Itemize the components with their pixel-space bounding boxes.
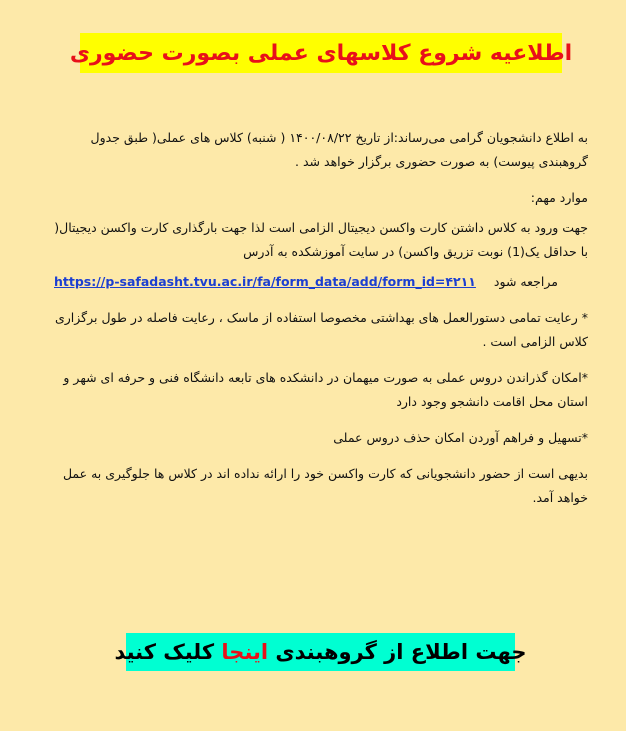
- form-link-line: [44, 270, 588, 294]
- refer-text: مراجعه شود: [493, 274, 558, 289]
- absence-paragraph: بدیهی است از حضور دانشجویانی که کارت واکسن خود را ارائه نداده اند در کلاس ها جلوگیری به عمل خواهد آمد.: [62, 466, 588, 505]
- vaccine-paragraph: جهت ورود به کلاس داشتن کارت واکسن دیجیتال الزامی است لذا جهت بارگذاری کارت واکسن دیجیتال( با حداقل یک(1) نوبت تزریق واکسن) در سایت آموزشکده به آدرس: [54, 220, 588, 259]
- drop-course-paragraph: *تسهیل و فراهم آوردن امکان حذف دروس عملی: [333, 430, 588, 445]
- form-link[interactable]: https://p-safadasht.tvu.ac.ir/fa/form_data/add/form_id=۴۲۱۱: [54, 274, 476, 289]
- cta-text-after: کلیک کنید: [114, 640, 215, 664]
- important-heading: موارد مهم:: [530, 190, 588, 205]
- grouping-cta-box: [114, 633, 527, 671]
- health-paragraph: * رعایت تمامی دستورالعمل های بهداشتی مخصوصا استفاده از ماسک ، رعایت فاصله در طول برگزاری کلاس الزامی است .: [54, 310, 588, 349]
- announcement-title: اطلاعیه شروع کلاسهای عملی بصورت حضوری: [69, 40, 573, 66]
- cta-here-link[interactable]: اینجا: [221, 640, 269, 664]
- intro-paragraph: به اطلاع دانشجویان گرامی می‌رساند:از تاریخ ۱۴۰۰/۰۸/۲۲ ( شنبه) کلاس های عملی( طبق جدول گروهبندی پیوست) به صورت حضوری برگزار خواهد شد .: [90, 130, 588, 169]
- cta-text-before: جهت اطلاع از گروهبندی: [275, 640, 527, 664]
- announcement-body: [44, 126, 588, 522]
- announcement-title-box: [69, 33, 573, 73]
- guest-course-paragraph: *امکان گذراندن دروس عملی به صورت میهمان در دانشکده های تابعه دانشگاه فنی و حرفه ای شهر و استان محل اقامت دانشجو وجود دارد: [63, 370, 588, 409]
